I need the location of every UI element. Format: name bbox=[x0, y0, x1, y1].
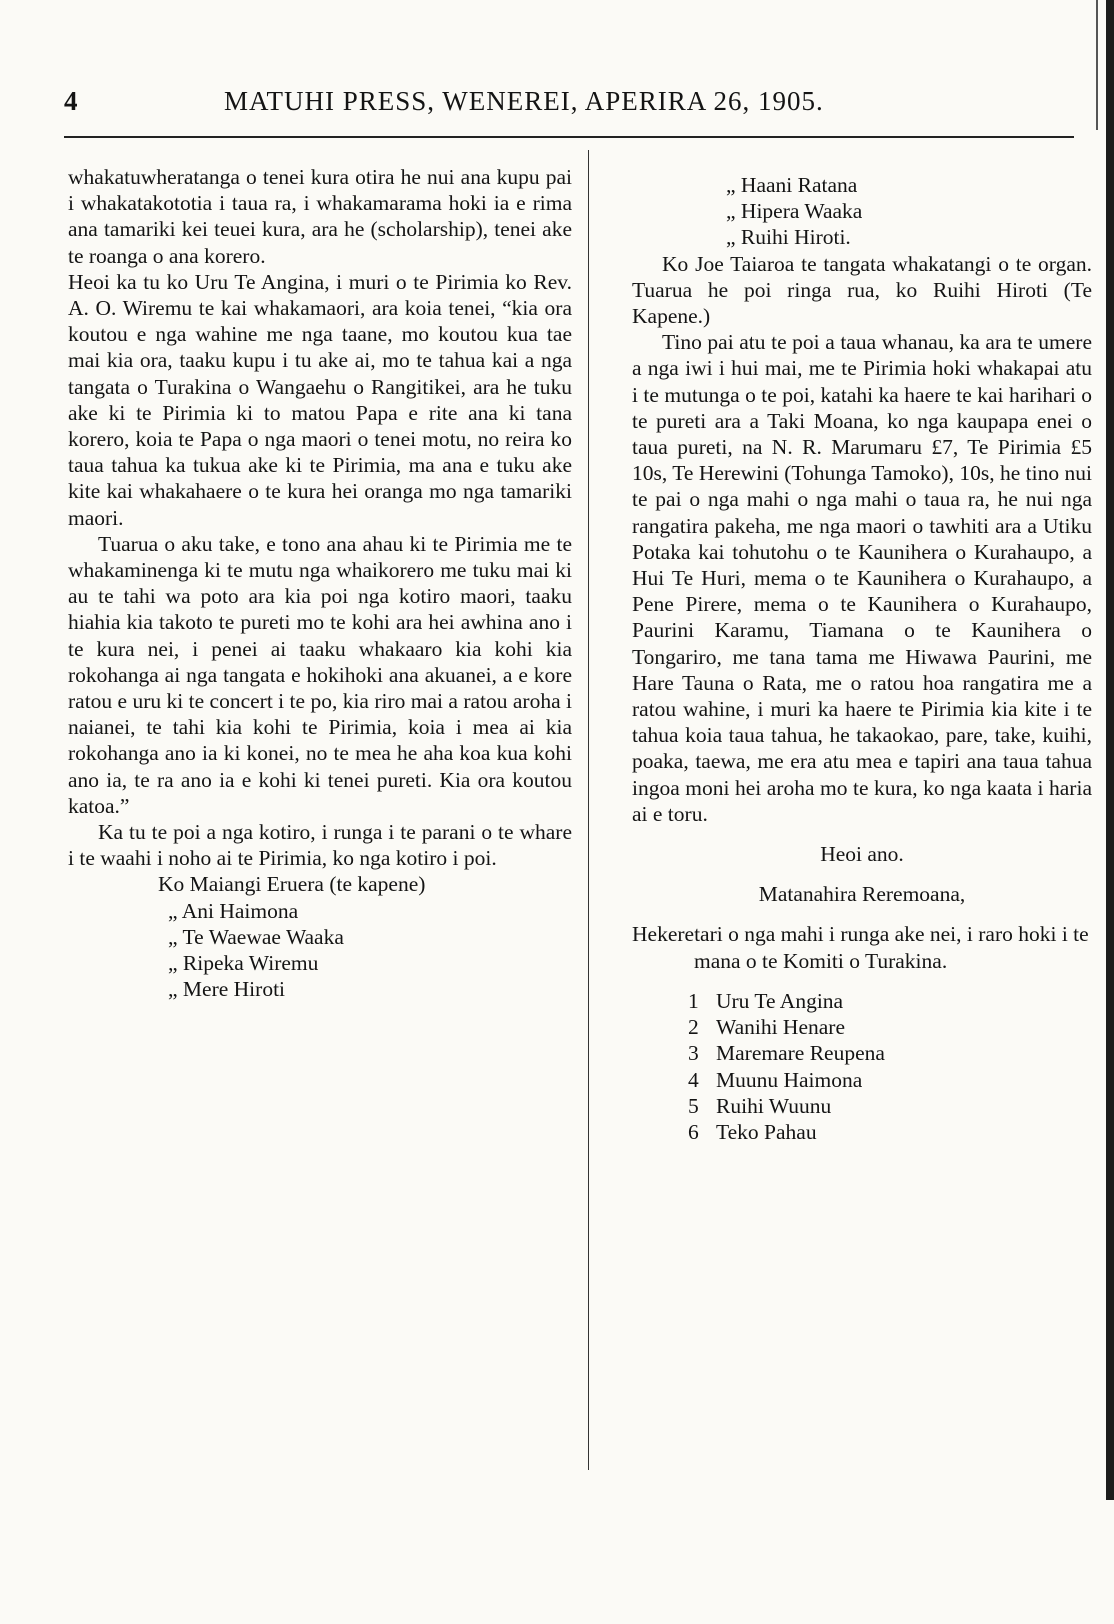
committee-member: Uru Te Angina bbox=[716, 988, 844, 1013]
committee-member: Maremare Reupena bbox=[716, 1041, 885, 1066]
list-item: „ Te Waewae Waaka bbox=[168, 924, 344, 949]
page-edge-shadow bbox=[1106, 0, 1114, 1500]
list-item bbox=[632, 1040, 1092, 1066]
list-item: Ko Maiangi Eruera (te kapene) bbox=[158, 872, 426, 897]
list-number: 5 bbox=[688, 1093, 699, 1118]
list-number: 2 bbox=[688, 1015, 699, 1040]
committee-list bbox=[632, 988, 1092, 1145]
dancer-list bbox=[68, 871, 572, 1002]
page-number: 4 bbox=[64, 86, 78, 116]
list-item: „ Mere Hiroti bbox=[168, 977, 286, 1002]
committee-member: Muunu Haimona bbox=[716, 1067, 863, 1092]
list-item: „ Ani Haimona bbox=[168, 898, 299, 923]
list-number: 1 bbox=[688, 988, 699, 1013]
committee-member: Teko Pahau bbox=[716, 1119, 817, 1144]
committee-member: Wanihi Henare bbox=[716, 1015, 845, 1040]
signature: Matanahira Reremoana, bbox=[758, 882, 966, 907]
list-number: 4 bbox=[688, 1067, 699, 1092]
header-rule bbox=[64, 136, 1074, 138]
list-item: „ Ruihi Hiroti. bbox=[726, 225, 851, 250]
paragraph: whakatuwheratanga o tenei kura otira he nui ana kupu pai i whakatakototia i taua ra, i whakamarama hoki ia e rima ana tamariki kei teuei kura, ara he (scholarship), tenei ake te roanga o ana korero. bbox=[68, 165, 572, 268]
paragraph: Tuarua o aku take, e tono ana ahau ki te Pirimia me te whakaminenga ki te mutu nga whaikorero me tuku mai ki au te tahi wa poto ara kia poi nga kotiro maori, taaku hiahia kia takoto te pureti mo te kohi ara hei awhina ano i te kura nei, i penei ai taaku whakaaro kia kohi kia rokohanga ai nga tangata e hokihoki ana akuanei, a e kore ratou e uru ki te concert i te po, kia riro mai a ratou aroha i naianei, te tahi kia kohi te Pirimia, koia i mea ai kia rokohanga ano ia ki konei, no te mea he aha koa kua kohi ano ia, te ra ano ia e kohi ki tenei pureti. Kia ora koutou katoa.” bbox=[68, 531, 572, 818]
list-item bbox=[632, 1119, 1092, 1145]
secretary-line: Hekeretari o nga mahi i runga ake nei, i raro hoki i te mana o te Komiti o Turakina. bbox=[632, 922, 1089, 973]
page-edge-line bbox=[1096, 0, 1098, 130]
paragraph: Heoi ka tu ko Uru Te Angina, i muri o te Pirimia ko Rev. A. O. Wiremu te kai whakamaori, ara koia tenei, “kia ora koutou e nga wahine me nga taane, mo koutou kua tae mai kia ora, taaku kupu i tu ake ai, mo te tahua kai a nga tangata o Turakina o Wangaehu o Rangitikei, ara he tuku ake ki te Pirimia ki to matou Papa e rite ana ki tana korero, koia te Papa o nga maori o tenei motu, no reira ko taua tahua ka tukua ake ki te Pirimia, ma ana e tuku ake kite kai whakahaere o te kura hei oranga mo nga tamariki maori. bbox=[68, 269, 572, 530]
list-number: 6 bbox=[688, 1119, 699, 1144]
list-item: „ Haani Ratana bbox=[726, 173, 858, 197]
dancer-list-continued bbox=[632, 172, 1092, 251]
masthead: MATUHI PRESS, WENEREI, APERIRA 26, 1905. bbox=[224, 86, 824, 116]
list-item: „ Hipera Waaka bbox=[726, 199, 863, 224]
list-item bbox=[632, 1067, 1092, 1093]
committee-member: Ruihi Wuunu bbox=[716, 1093, 832, 1118]
list-number: 3 bbox=[688, 1041, 699, 1066]
list-item bbox=[632, 1093, 1092, 1119]
closing-line: Heoi ano. bbox=[820, 842, 904, 867]
paragraph: Ka tu te poi a nga kotiro, i runga i te parani o te whare i te waahi i noho ai te Pirimia, ko nga kotiro i poi. bbox=[68, 820, 572, 871]
list-item bbox=[632, 1014, 1092, 1040]
paragraph: Ko Joe Taiaroa te tangata whakatangi o te organ. Tuarua he poi ringa rua, ko Ruihi Hiroti (Te Kapene.) bbox=[632, 251, 1092, 329]
page-header bbox=[64, 86, 1074, 122]
column-divider bbox=[588, 150, 589, 1470]
list-item: „ Ripeka Wiremu bbox=[168, 951, 319, 976]
right-column bbox=[632, 172, 1092, 1145]
list-item bbox=[632, 988, 1092, 1014]
paragraph: Tino pai atu te poi a taua whanau, ka ara te umere a nga iwi i hui mai, me te Pirimia hoki whakapai atu i te mutunga o te poi, katahi ka haere te kai harihari o te pureti ara a Taki Moana, ko nga kaupapa enei o taua pureti, na N. R. Marumaru £7, Te Pirimia £5 10s, Te Herewini (Tohunga Tamoko), 10s, he tino nui te pai o nga mahi o nga mahi o taua ra, he nui nga rangatira pakeha, me nga maori o tawhiti ara a Utiku Potaka kai tohutohu o te Kaunihera o Kurahaupo, a Hui Te Huri, mema o te Kaunihera o Kurahaupo, a Pene Pirere, mema o te Kaunihera o Kurahaupo, Paurini Karamu, Tiamana o te Kaunihera o Tongariro, me tana tama me Hiwawa Paurini, me Hare Tauna o Rata, me o ratou hoa rangatira me a ratou wahine, i muri ka haere te Pirimia kia kite i te tahua koia taua tahua, he takaokao, pare, take, kuihi, poaka, taewa, me era atu mea e tapiri ana taua tahua ingoa moni hei aroha mo te kura, ko nga kaata i haria ai e toru. bbox=[632, 330, 1092, 826]
left-column bbox=[68, 164, 572, 1003]
